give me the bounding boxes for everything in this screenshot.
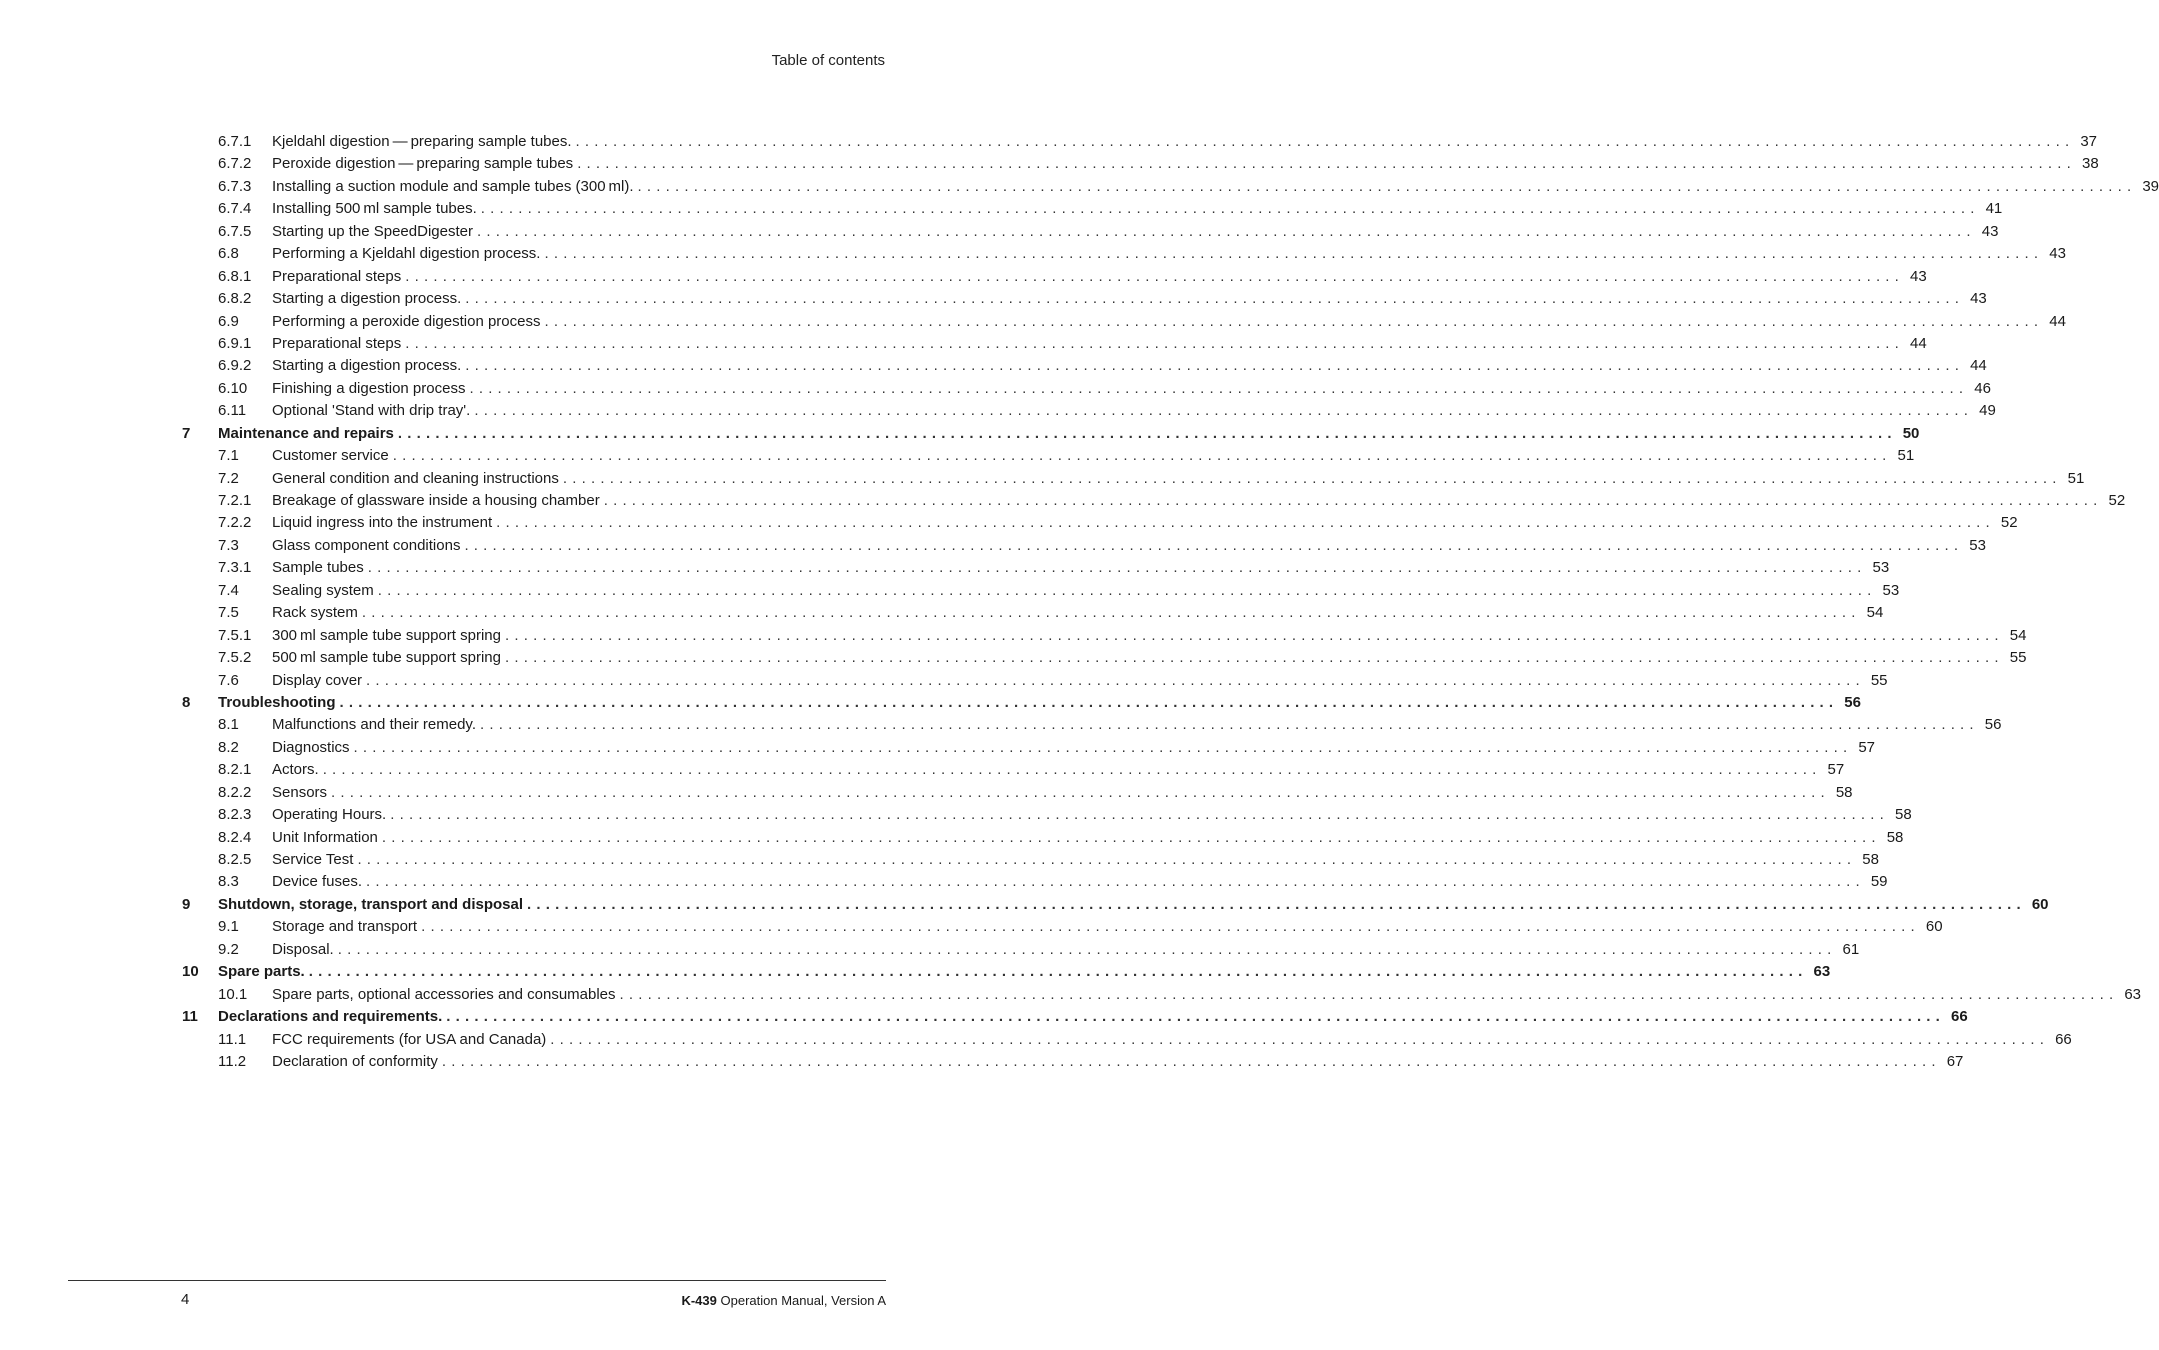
toc-section-entry[interactable]	[182, 1051, 1964, 1073]
toc-entry-title: Operating Hours.	[272, 804, 390, 826]
toc-entry-page: 50	[1897, 423, 1920, 445]
toc-section-entry[interactable]	[182, 984, 2142, 1006]
toc-entry-line	[272, 266, 1927, 288]
toc-dot-leader: ................................................................................................................................................................	[397, 424, 1897, 442]
toc-entry-title: Glass component conditions	[272, 535, 464, 557]
toc-entry-line	[272, 939, 1860, 961]
toc-entry-title: Installing 500 ml sample tubes.	[272, 198, 481, 220]
toc-entry-line	[218, 423, 1920, 445]
toc-entry-line	[272, 759, 1845, 781]
toc-section-entry[interactable]	[182, 557, 1890, 579]
toc-entry-page: 58	[1889, 804, 1912, 826]
toc-entry-number: 8.2.3	[218, 806, 252, 824]
toc-entry-line	[272, 737, 1876, 759]
footer-manual-title: Operation Manual, Version A	[716, 1293, 886, 1308]
toc-section-entry[interactable]	[182, 378, 1991, 400]
toc-entry-number: 7.4	[218, 581, 239, 599]
toc-entry-page: 63	[1808, 961, 1831, 983]
toc-dot-leader: ................................................................................................................................................................	[421, 918, 1920, 936]
toc-dot-leader: ................................................................................................................................................................	[308, 963, 1808, 981]
toc-entry-title: Sample tubes	[272, 557, 368, 579]
toc-entry-number: 7.3.1	[218, 559, 252, 577]
toc-chapter-entry[interactable]	[182, 1006, 1968, 1028]
toc-entry-title: Performing a Kjeldahl digestion process.	[272, 243, 544, 265]
toc-entry-page: 54	[2004, 625, 2027, 647]
toc-entry-line	[272, 849, 1879, 871]
table-of-contents	[182, 131, 2159, 1073]
toc-section-entry[interactable]	[182, 647, 2027, 669]
toc-entry-number: 8	[182, 693, 191, 711]
toc-entry-page: 53	[1963, 535, 1986, 557]
toc-entry-page: 60	[2026, 894, 2049, 916]
toc-dot-leader: ................................................................................................................................................................	[575, 133, 2075, 150]
toc-entry-page: 61	[1837, 939, 1860, 961]
toc-section-entry[interactable]	[182, 131, 2098, 153]
toc-chapter-entry[interactable]	[182, 961, 1831, 983]
toc-dot-leader: ................................................................................................................................................................	[381, 828, 1881, 846]
toc-entry-number: 11.2	[218, 1052, 247, 1070]
toc-dot-leader: ................................................................................................................................................................	[603, 492, 2103, 509]
toc-section-entry[interactable]	[182, 243, 2066, 265]
toc-chapter-entry[interactable]	[182, 423, 1920, 445]
toc-dot-leader: ................................................................................................................................................................	[331, 783, 1830, 801]
toc-dot-leader: ................................................................................................................................................................	[390, 806, 1890, 824]
toc-entry-page: 44	[1964, 355, 1987, 377]
toc-entry-number: 6.10	[218, 379, 248, 397]
toc-section-entry[interactable]	[182, 198, 2003, 220]
toc-dot-leader: ................................................................................................................................................................	[357, 851, 1857, 868]
toc-entry-number: 10.1	[218, 985, 248, 1003]
toc-entry-title: Customer service	[272, 445, 393, 467]
toc-entry-number: 7.2.2	[218, 514, 252, 532]
toc-entry-line	[272, 400, 1996, 422]
toc-section-entry[interactable]	[182, 625, 2027, 647]
toc-entry-line	[272, 670, 1888, 692]
toc-dot-leader: ................................................................................................................................................................	[337, 940, 1837, 958]
toc-entry-line	[272, 445, 1915, 467]
toc-section-entry[interactable]	[182, 512, 2018, 534]
toc-dot-leader: ................................................................................................................................................................	[339, 693, 1839, 711]
toc-entry-line	[272, 1029, 2072, 1051]
toc-section-entry[interactable]	[182, 871, 1888, 893]
toc-dot-leader: ................................................................................................................................................................	[392, 447, 1892, 465]
toc-entry-line	[272, 153, 2099, 175]
toc-dot-leader: ................................................................................................................................................................	[361, 604, 1861, 622]
toc-entry-title: Rack system	[272, 602, 362, 624]
toc-entry-title: Finishing a digestion process	[272, 378, 469, 400]
toc-entry-title: Service Test	[272, 849, 357, 871]
toc-entry-title: Kjeldahl digestion — preparing sample tubes.	[272, 131, 576, 153]
toc-section-entry[interactable]	[182, 1029, 2072, 1051]
toc-section-entry[interactable]	[182, 221, 1999, 243]
toc-dot-leader: ................................................................................................................................................................	[527, 895, 2026, 913]
toc-section-entry[interactable]	[182, 759, 1845, 781]
toc-entry-line	[272, 198, 2003, 220]
toc-entry-number: 6.8.1	[218, 267, 252, 285]
toc-section-entry[interactable]	[182, 266, 1927, 288]
toc-entry-page: 43	[1904, 266, 1927, 288]
toc-section-entry[interactable]	[182, 670, 1888, 692]
toc-entry-page: 57	[1821, 759, 1844, 781]
footer-divider	[68, 1280, 886, 1281]
toc-section-entry[interactable]	[182, 288, 1987, 310]
toc-dot-leader: ................................................................................................................................................................	[441, 1052, 1941, 1070]
toc-entry-title: Malfunctions and their remedy.	[272, 714, 480, 736]
toc-entry-page: 39	[2136, 176, 2159, 198]
toc-entry-line	[272, 625, 2027, 647]
toc-entry-title: Actors.	[272, 759, 323, 781]
toc-entry-number: 7.6	[218, 671, 239, 689]
toc-dot-leader: ................................................................................................................................................................	[446, 1008, 1946, 1026]
toc-section-entry[interactable]	[182, 602, 1884, 624]
toc-entry-page: 66	[1945, 1006, 1968, 1028]
toc-entry-title: Sensors	[272, 782, 331, 804]
toc-entry-line	[272, 916, 1943, 938]
toc-entry-title: Sealing system	[272, 580, 378, 602]
toc-entry-page: 52	[2103, 490, 2126, 512]
toc-entry-number: 6.9	[218, 312, 239, 330]
toc-entry-line	[218, 1006, 1968, 1028]
toc-entry-page: 56	[1838, 692, 1861, 714]
toc-entry-title: Declarations and requirements.	[218, 1006, 446, 1028]
toc-entry-page: 58	[1830, 782, 1853, 804]
toc-entry-line	[272, 602, 1884, 624]
toc-dot-leader: ................................................................................................................................................................	[405, 334, 1905, 352]
toc-dot-leader: ................................................................................................................................................................	[322, 761, 1822, 779]
toc-section-entry[interactable]	[182, 849, 1879, 871]
toc-chapter-entry[interactable]	[182, 894, 2049, 916]
toc-entry-line	[272, 647, 2027, 669]
toc-section-entry[interactable]	[182, 939, 1860, 961]
toc-entry-page: 63	[2118, 984, 2141, 1006]
toc-section-entry[interactable]	[182, 153, 2099, 175]
toc-entry-page: 52	[1995, 512, 2018, 534]
toc-entry-page: 51	[1892, 445, 1915, 467]
toc-section-entry[interactable]	[182, 804, 1912, 826]
toc-section-entry[interactable]	[182, 468, 2085, 490]
toc-entry-page: 56	[1979, 714, 2002, 736]
toc-entry-title: Unit Information	[272, 827, 382, 849]
toc-section-entry[interactable]	[182, 916, 1943, 938]
toc-entry-number: 9	[182, 895, 191, 913]
toc-entry-page: 41	[1980, 198, 2003, 220]
toc-dot-leader: ................................................................................................................................................................	[464, 536, 1964, 554]
toc-entry-number: 11	[182, 1008, 198, 1026]
toc-entry-page: 43	[2043, 243, 2066, 265]
toc-entry-title: Preparational steps	[272, 266, 405, 288]
toc-entry-title: General condition and cleaning instructions	[272, 468, 563, 490]
toc-entry-page: 43	[1964, 288, 1987, 310]
toc-entry-number: 8.2.1	[218, 761, 252, 779]
toc-entry-number: 6.11	[218, 402, 247, 420]
toc-entry-title: Device fuses.	[272, 871, 366, 893]
toc-entry-line	[272, 288, 1987, 310]
toc-dot-leader: ................................................................................................................................................................	[544, 312, 2044, 330]
toc-entry-number: 7.5.1	[218, 626, 252, 644]
toc-entry-line	[272, 243, 2066, 265]
toc-entry-number: 9.2	[218, 940, 239, 958]
toc-entry-number: 7.2	[218, 469, 239, 487]
toc-entry-title: Breakage of glassware inside a housing chamber	[272, 490, 604, 512]
toc-dot-leader: ................................................................................................................................................................	[562, 469, 2062, 487]
toc-section-entry[interactable]	[182, 714, 2002, 736]
toc-dot-leader: ................................................................................................................................................................	[469, 379, 1969, 397]
toc-entry-number: 6.7.5	[218, 222, 252, 240]
toc-entry-line	[272, 535, 1986, 557]
toc-entry-page: 55	[2004, 647, 2027, 669]
toc-entry-title: Liquid ingress into the instrument	[272, 512, 496, 534]
toc-entry-page: 57	[1852, 737, 1875, 759]
toc-entry-line	[218, 961, 1831, 983]
toc-dot-leader: ................................................................................................................................................................	[366, 873, 1865, 891]
toc-entry-line	[272, 871, 1888, 893]
footer-page-number: 4	[181, 1291, 190, 1308]
toc-section-entry[interactable]	[182, 355, 1987, 377]
toc-entry-number: 9.1	[218, 918, 239, 936]
toc-entry-line	[272, 468, 2085, 490]
toc-entry-title: Declaration of conformity	[272, 1051, 442, 1073]
toc-entry-page: 49	[1973, 400, 1996, 422]
toc-entry-title: Starting a digestion process.	[272, 288, 465, 310]
toc-entry-line	[272, 512, 2018, 534]
toc-entry-title: Troubleshooting	[218, 692, 340, 714]
toc-section-entry[interactable]	[182, 580, 1900, 602]
toc-entry-title: FCC requirements (for USA and Canada)	[272, 1029, 550, 1051]
toc-entry-page: 53	[1877, 580, 1900, 602]
toc-dot-leader: ................................................................................................................................................................	[577, 155, 2076, 173]
toc-dot-leader: ................................................................................................................................................................	[474, 402, 1974, 420]
toc-entry-title: 300 ml sample tube support spring	[272, 625, 505, 647]
toc-entry-number: 7	[182, 424, 191, 442]
toc-entry-number: 6.9.1	[218, 334, 252, 352]
toc-dot-leader: ................................................................................................................................................................	[405, 267, 1905, 285]
toc-entry-title: Storage and transport	[272, 916, 421, 938]
toc-dot-leader: ................................................................................................................................................................	[619, 985, 2119, 1003]
toc-entry-line	[272, 333, 1927, 355]
toc-entry-line	[272, 580, 1900, 602]
toc-dot-leader: ................................................................................................................................................................	[367, 559, 1867, 577]
toc-entry-page: 58	[1856, 849, 1879, 871]
running-header: Table of contents	[771, 52, 885, 69]
toc-entry-title: Installing a suction module and sample tubes (300 ml).	[272, 176, 638, 198]
toc-entry-title: Starting up the SpeedDigester	[272, 221, 477, 243]
toc-dot-leader: ................................................................................................................................................................	[480, 200, 1980, 218]
toc-entry-title: Starting a digestion process.	[272, 355, 465, 377]
toc-entry-page: 55	[1865, 670, 1888, 692]
toc-entry-number: 8.2.5	[218, 851, 252, 868]
toc-entry-number: 7.5.2	[218, 649, 252, 667]
toc-dot-leader: ................................................................................................................................................................	[496, 514, 1995, 532]
toc-dot-leader: ................................................................................................................................................................	[544, 245, 2044, 263]
toc-section-entry[interactable]	[182, 333, 1927, 355]
toc-entry-line	[272, 827, 1904, 849]
toc-dot-leader: ................................................................................................................................................................	[465, 290, 1965, 308]
toc-entry-line	[272, 1051, 1964, 1073]
toc-entry-line	[272, 490, 2126, 512]
toc-section-entry[interactable]	[182, 445, 1915, 467]
toc-entry-number: 8.2	[218, 738, 239, 756]
toc-entry-number: 7.1	[218, 447, 239, 465]
toc-chapter-entry[interactable]	[182, 692, 1861, 714]
toc-entry-line	[272, 131, 2098, 153]
toc-entry-page: 53	[1867, 557, 1890, 579]
toc-entry-page: 58	[1881, 827, 1904, 849]
toc-entry-number: 7.2.1	[218, 492, 252, 509]
toc-entry-title: Preparational steps	[272, 333, 405, 355]
toc-entry-line	[272, 311, 2066, 333]
toc-entry-number: 8.1	[218, 716, 239, 734]
toc-dot-leader: ................................................................................................................................................................	[353, 738, 1853, 756]
toc-entry-line	[218, 894, 2049, 916]
toc-entry-line	[272, 804, 1912, 826]
footer-document-title	[681, 1293, 886, 1308]
toc-entry-page: 54	[1861, 602, 1884, 624]
toc-entry-page: 44	[2043, 311, 2066, 333]
toc-entry-number: 11.1	[218, 1030, 247, 1048]
toc-entry-number: 6.7.2	[218, 155, 252, 173]
toc-entry-page: 60	[1920, 916, 1943, 938]
toc-section-entry[interactable]	[182, 490, 2126, 512]
toc-entry-line	[272, 557, 1890, 579]
toc-entry-number: 6.7.1	[218, 133, 252, 150]
toc-entry-title: Disposal.	[272, 939, 338, 961]
toc-entry-title: Display cover	[272, 670, 366, 692]
toc-entry-line	[272, 176, 2159, 198]
toc-entry-number: 8.2.4	[218, 828, 252, 846]
toc-entry-line	[272, 378, 1991, 400]
toc-entry-page: 59	[1865, 871, 1888, 893]
toc-entry-line	[272, 782, 1853, 804]
toc-entry-number: 6.9.2	[218, 357, 252, 375]
toc-entry-title: 500 ml sample tube support spring	[272, 647, 505, 669]
toc-entry-title: Spare parts, optional accessories and consumables	[272, 984, 620, 1006]
toc-dot-leader: ................................................................................................................................................................	[550, 1030, 2050, 1048]
toc-entry-number: 6.7.3	[218, 177, 252, 195]
toc-section-entry[interactable]	[182, 827, 1904, 849]
toc-entry-page: 46	[1968, 378, 1991, 400]
toc-entry-number: 7.5	[218, 604, 239, 622]
toc-entry-page: 51	[2062, 468, 2085, 490]
toc-dot-leader: ................................................................................................................................................................	[637, 177, 2137, 195]
toc-entry-number: 10	[182, 963, 199, 981]
footer-model: K-439	[681, 1293, 717, 1308]
toc-entry-page: 67	[1941, 1051, 1964, 1073]
toc-dot-leader: ................................................................................................................................................................	[476, 222, 1976, 240]
toc-section-entry[interactable]	[182, 737, 1876, 759]
toc-entry-title: Optional 'Stand with drip tray'.	[272, 400, 474, 422]
toc-entry-title: Shutdown, storage, transport and disposal	[218, 894, 527, 916]
toc-entry-number: 8.2.2	[218, 783, 252, 801]
toc-entry-line	[272, 714, 2002, 736]
toc-dot-leader: ................................................................................................................................................................	[377, 581, 1877, 599]
toc-section-entry[interactable]	[182, 400, 1996, 422]
toc-entry-number: 7.3	[218, 536, 239, 554]
toc-entry-line	[218, 692, 1861, 714]
toc-entry-line	[272, 221, 1999, 243]
toc-entry-title: Maintenance and repairs	[218, 423, 398, 445]
toc-entry-page: 66	[2049, 1029, 2072, 1051]
toc-entry-number: 6.8.2	[218, 290, 252, 308]
toc-entry-title: Diagnostics	[272, 737, 354, 759]
toc-dot-leader: ................................................................................................................................................................	[465, 357, 1965, 375]
toc-entry-page: 38	[2076, 153, 2099, 175]
toc-section-entry[interactable]	[182, 311, 2066, 333]
toc-entry-number: 8.3	[218, 873, 239, 891]
toc-entry-number: 6.8	[218, 245, 239, 263]
toc-entry-line	[272, 355, 1987, 377]
toc-entry-title: Peroxide digestion — preparing sample tubes	[272, 153, 577, 175]
toc-section-entry[interactable]	[182, 176, 2159, 198]
toc-dot-leader: ................................................................................................................................................................	[504, 626, 2004, 644]
toc-entry-page: 44	[1904, 333, 1927, 355]
toc-section-entry[interactable]	[182, 782, 1853, 804]
toc-dot-leader: ................................................................................................................................................................	[480, 716, 1979, 734]
toc-entry-title: Performing a peroxide digestion process	[272, 311, 544, 333]
toc-section-entry[interactable]	[182, 535, 1986, 557]
toc-entry-page: 37	[2074, 131, 2097, 153]
toc-dot-leader: ................................................................................................................................................................	[366, 671, 1865, 689]
toc-dot-leader: ................................................................................................................................................................	[504, 649, 2004, 667]
toc-entry-number: 6.7.4	[218, 200, 252, 218]
toc-entry-line	[272, 984, 2142, 1006]
toc-entry-title: Spare parts.	[218, 961, 309, 983]
toc-entry-page: 43	[1976, 221, 1999, 243]
